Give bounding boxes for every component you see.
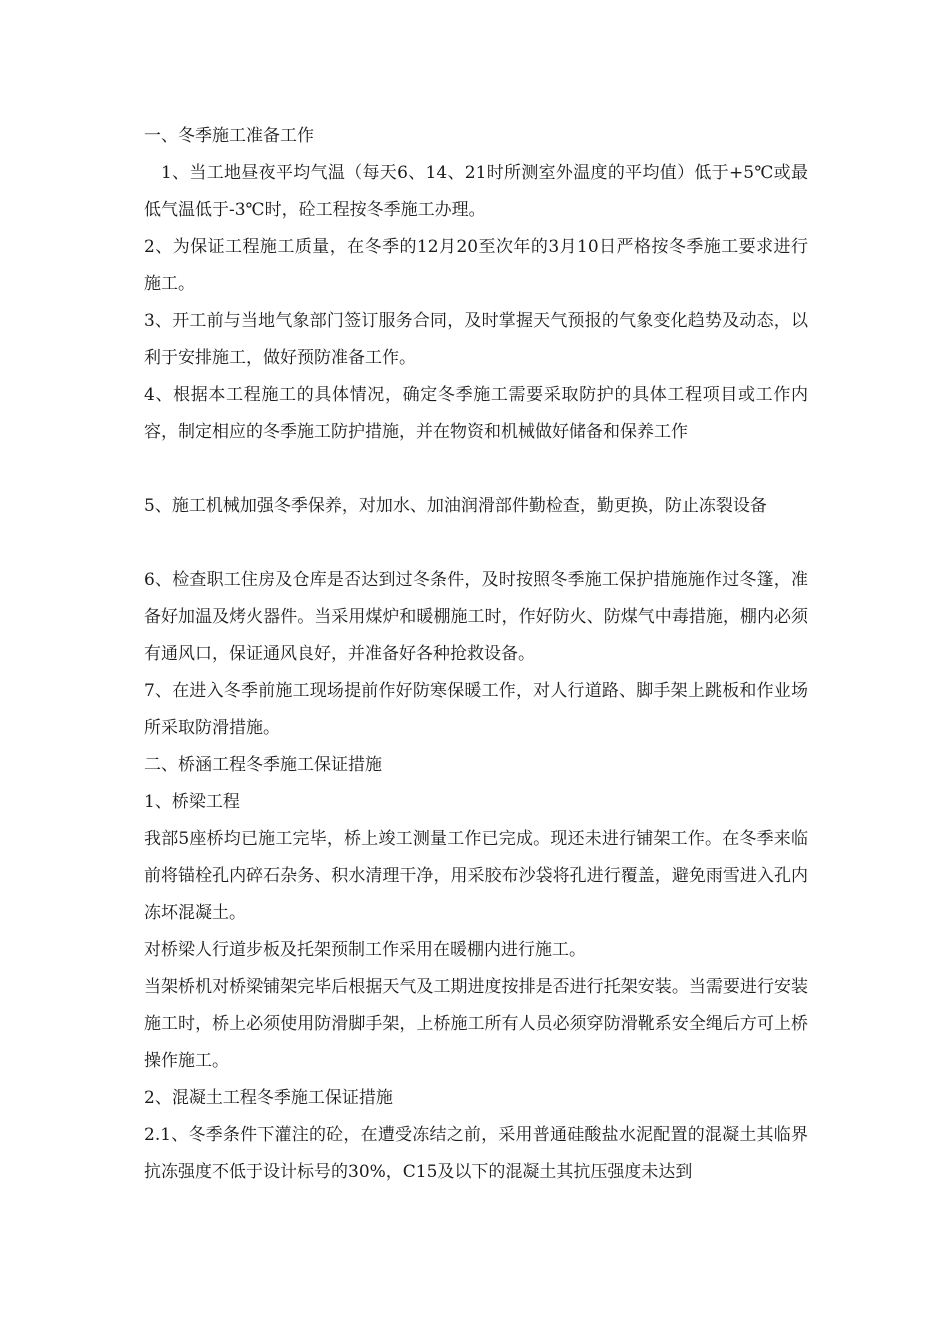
paragraph-bracket-installation: 当架桥机对桥梁铺架完毕后根据天气及工期进度按排是否进行托架安装。当需要进行安装施工时，桥上必须使用防滑脚手架，上桥施工所有人员必须穿防滑靴系安全绳后方可上桥操作施工。 <box>144 977 808 1071</box>
section-heading-bridge-culvert: 二、桥涵工程冬季施工保证措施 <box>144 755 382 775</box>
document-body <box>144 118 808 1191</box>
paragraph-anti-slip: 7、在进入冬季前施工现场提前作好防寒保暖工作，对人行道路、脚手架上跳板和作业场所采取防滑措施。 <box>144 681 808 738</box>
subheading-bridge-works: 1、桥梁工程 <box>144 792 240 812</box>
paragraph-machinery-maintenance: 5、施工机械加强冬季保养，对加水、加油润滑部件勤检查，勤更换，防止冻裂设备 <box>144 496 767 516</box>
paragraph-housing-inspection: 6、检查职工住房及仓库是否达到过冬条件，及时按照冬季施工保护措施施作过冬篷，准备好加温及烤火器件。当采用煤炉和暖棚施工时，作好防火、防煤气中毒措施，棚内必须有通风口，保证通风良好，并准备好各种抢救设备。 <box>144 570 808 664</box>
paragraph-concrete-strength: 2.1、冬季条件下灌注的砼，在遭受冻结之前，采用普通硅酸盐水泥配置的混凝土其临界抗冻强度不低于设计标号的30%，C15及以下的混凝土其抗压强度未达到 <box>144 1125 808 1182</box>
paragraph-walkway-prefab: 对桥梁人行道步板及托架预制工作采用在暖棚内进行施工。 <box>144 940 586 960</box>
paragraph-bridge-status: 我部5座桥均已施工完毕，桥上竣工测量工作已完成。现还未进行铺架工作。在冬季来临前将锚栓孔内碎石杂务、积水清理干净，用采胶布沙袋将孔进行覆盖，避免雨雪进入孔内冻坏混凝土。 <box>144 829 808 923</box>
paragraph-construction-period: 2、为保证工程施工质量，在冬季的12月20至次年的3月10日严格按冬季施工要求进行施工。 <box>144 237 808 294</box>
paragraph-protection-measures: 4、根据本工程施工的具体情况，确定冬季施工需要采取防护的具体工程项目或工作内容，制定相应的冬季施工防护措施，并在物资和机械做好储备和保养工作 <box>144 385 808 442</box>
paragraph-weather-contract: 3、开工前与当地气象部门签订服务合同，及时掌握天气预报的气象变化趋势及动态，以利于安排施工，做好预防准备工作。 <box>144 311 808 368</box>
section-heading-winter-preparation: 一、冬季施工准备工作 <box>144 126 314 146</box>
paragraph-temperature-rule: 1、当工地昼夜平均气温（每天6、14、21时所测室外温度的平均值）低于+5℃或最低气温低于-3℃时，砼工程按冬季施工办理。 <box>144 163 808 220</box>
subheading-concrete-works: 2、混凝土工程冬季施工保证措施 <box>144 1088 393 1108</box>
